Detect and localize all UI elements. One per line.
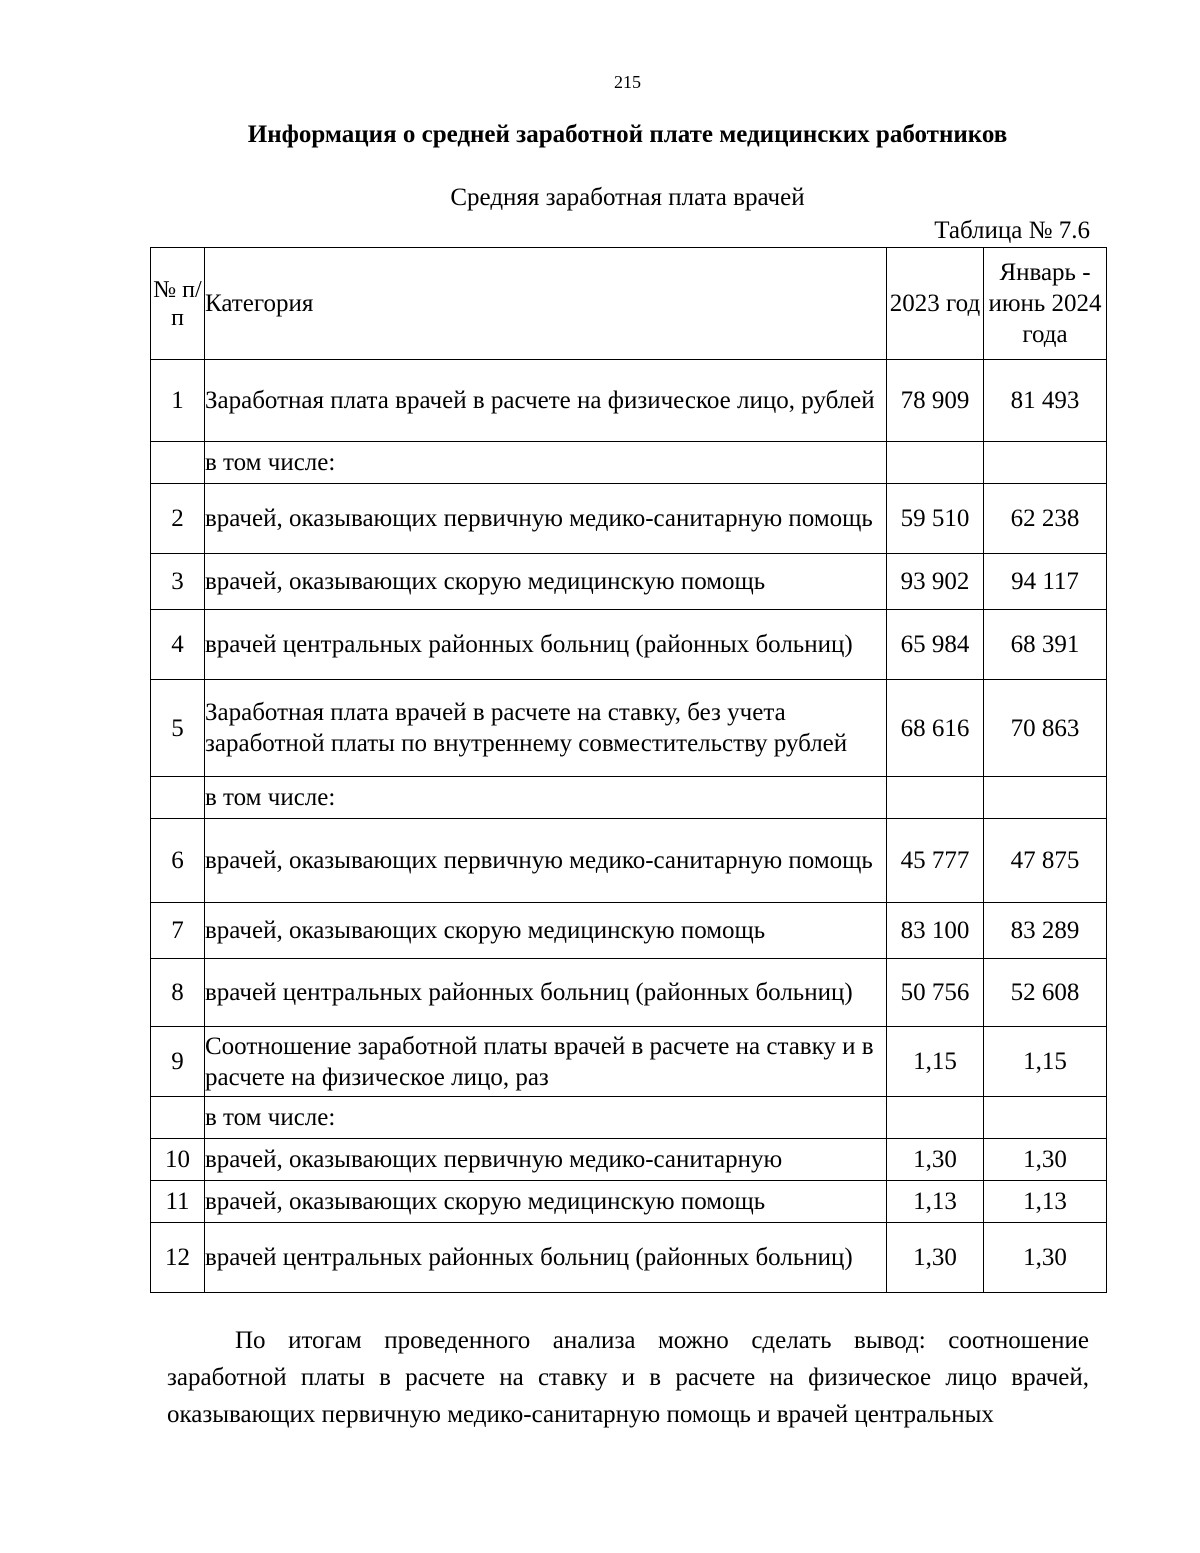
- row-category: в том числе:: [205, 1097, 887, 1139]
- table-row: [151, 1097, 1107, 1139]
- row-value-2024: 1,13: [984, 1181, 1107, 1223]
- table-row: [151, 777, 1107, 819]
- table-row: [151, 610, 1107, 680]
- row-value-2024: 83 289: [984, 903, 1107, 959]
- row-number: 12: [151, 1223, 205, 1293]
- row-value-2023: 78 909: [887, 360, 984, 442]
- row-category: в том числе:: [205, 777, 887, 819]
- row-category: врачей, оказывающих первичную медико-санитарную: [205, 1139, 887, 1181]
- row-category: Заработная плата врачей в расчете на физическое лицо, рублей: [205, 360, 887, 442]
- table-row: [151, 959, 1107, 1027]
- row-value-2024: [984, 777, 1107, 819]
- row-value-2023: 1,30: [887, 1223, 984, 1293]
- row-value-2024: [984, 442, 1107, 484]
- table-header-row: [151, 248, 1107, 360]
- table-row: [151, 1139, 1107, 1181]
- table-row: [151, 1223, 1107, 1293]
- row-number: 7: [151, 903, 205, 959]
- table-row: [151, 554, 1107, 610]
- row-category: врачей, оказывающих первичную медико-санитарную помощь: [205, 819, 887, 903]
- row-value-2024: 70 863: [984, 680, 1107, 777]
- row-value-2024: 1,15: [984, 1027, 1107, 1097]
- row-value-2023: 93 902: [887, 554, 984, 610]
- header-category: Категория: [205, 248, 887, 360]
- row-value-2024: 94 117: [984, 554, 1107, 610]
- row-category: врачей центральных районных больниц (районных больниц): [205, 959, 887, 1027]
- table-row: [151, 680, 1107, 777]
- row-number: 3: [151, 554, 205, 610]
- table-row: [151, 819, 1107, 903]
- row-category: врачей центральных районных больниц (районных больниц): [205, 610, 887, 680]
- row-value-2024: 62 238: [984, 484, 1107, 554]
- row-value-2023: 1,30: [887, 1139, 984, 1181]
- conclusion-paragraph: По итогам проведенного анализа можно сделать вывод: соотношение заработной платы в расчете на ставку и в расчете на физическое лицо врачей, оказывающих первичную медико-санитарную помощь и врачей центральных: [167, 1327, 1089, 1428]
- row-number: 9: [151, 1027, 205, 1097]
- row-category: врачей центральных районных больниц (районных больниц): [205, 1223, 887, 1293]
- row-value-2024: [984, 1097, 1107, 1139]
- row-value-2024: 1,30: [984, 1139, 1107, 1181]
- header-2024: Январь - июнь 2024 года: [984, 248, 1107, 360]
- document-title: Информация о средней заработной плате медицинских работников: [247, 121, 1008, 148]
- row-value-2023: [887, 777, 984, 819]
- header-2023: 2023 год: [887, 248, 984, 360]
- row-value-2024: 52 608: [984, 959, 1107, 1027]
- table-row: [151, 360, 1107, 442]
- row-value-2023: 50 756: [887, 959, 984, 1027]
- table-caption: Средняя заработная плата врачей: [450, 184, 805, 211]
- row-number: [151, 777, 205, 819]
- row-category: в том числе:: [205, 442, 887, 484]
- table-row: [151, 1027, 1107, 1097]
- salary-table: [150, 247, 1107, 1293]
- row-category: Заработная плата врачей в расчете на ставку, без учета заработной платы по внутреннему совместительству рублей: [205, 680, 887, 777]
- row-value-2024: 1,30: [984, 1223, 1107, 1293]
- row-value-2023: 83 100: [887, 903, 984, 959]
- row-value-2023: 59 510: [887, 484, 984, 554]
- row-number: 8: [151, 959, 205, 1027]
- table-row: [151, 484, 1107, 554]
- row-value-2023: [887, 1097, 984, 1139]
- row-number: 4: [151, 610, 205, 680]
- row-value-2024: 68 391: [984, 610, 1107, 680]
- row-number: 1: [151, 360, 205, 442]
- row-number: [151, 442, 205, 484]
- row-category: врачей, оказывающих первичную медико-санитарную помощь: [205, 484, 887, 554]
- header-num: № п/п: [151, 248, 205, 360]
- table-row: [151, 442, 1107, 484]
- row-number: 10: [151, 1139, 205, 1181]
- row-category: Соотношение заработной платы врачей в расчете на ставку и в расчете на физическое лицо, раз: [205, 1027, 887, 1097]
- table-row: [151, 903, 1107, 959]
- row-number: 11: [151, 1181, 205, 1223]
- table-number: Таблица № 7.6: [934, 217, 1090, 244]
- row-number: 2: [151, 484, 205, 554]
- row-category: врачей, оказывающих скорую медицинскую помощь: [205, 903, 887, 959]
- row-value-2023: 65 984: [887, 610, 984, 680]
- row-category: врачей, оказывающих скорую медицинскую помощь: [205, 1181, 887, 1223]
- table-body: [151, 360, 1107, 1293]
- row-value-2023: 45 777: [887, 819, 984, 903]
- row-category: врачей, оказывающих скорую медицинскую помощь: [205, 554, 887, 610]
- row-value-2024: 47 875: [984, 819, 1107, 903]
- page-number: 215: [614, 72, 641, 92]
- row-value-2023: 68 616: [887, 680, 984, 777]
- row-number: 5: [151, 680, 205, 777]
- row-value-2023: 1,15: [887, 1027, 984, 1097]
- row-value-2023: 1,13: [887, 1181, 984, 1223]
- table-row: [151, 1181, 1107, 1223]
- row-number: 6: [151, 819, 205, 903]
- row-value-2023: [887, 442, 984, 484]
- row-value-2024: 81 493: [984, 360, 1107, 442]
- row-number: [151, 1097, 205, 1139]
